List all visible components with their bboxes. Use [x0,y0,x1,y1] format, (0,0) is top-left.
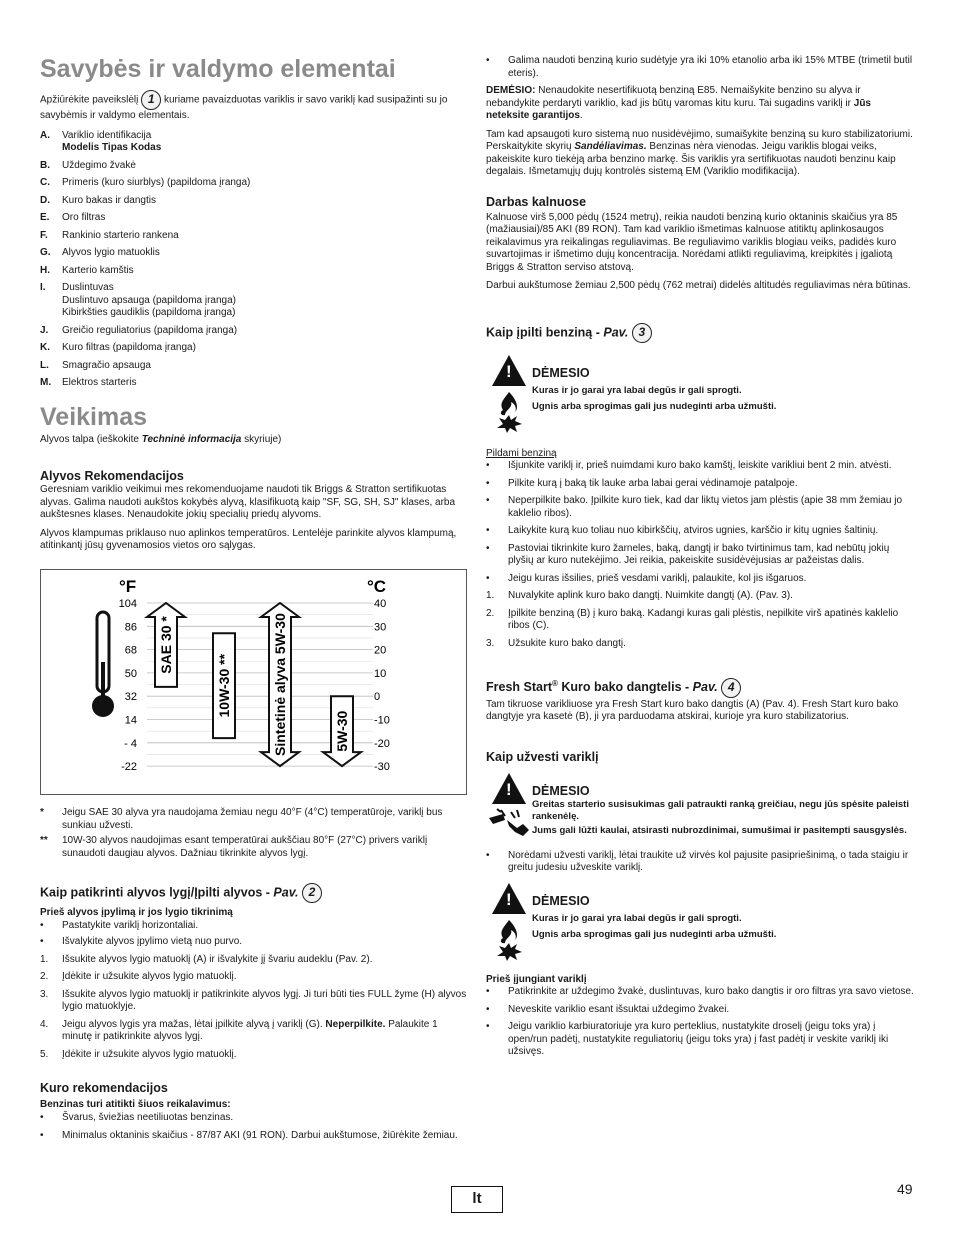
list-text: Elektros starteris [62,377,137,388]
bullet-item: • Neveskite variklio esant išsuktai uždegimo žvakei. [486,1004,914,1017]
heading-text: Fresh Start [486,680,552,695]
bullet-item: • Galima naudoti benziną kurio sudėtyje yra iki 10% etanolio arba iki 15% MTBE (trimetil butil eteris). [486,55,913,79]
text-emph: Techninė informacija [141,433,242,445]
step-text: Įdėkite ir užsukite alyvos lygio matuoklį. [62,971,237,982]
step-text-bold: Neperpilkite. [325,1018,386,1030]
list-marker: B. [40,159,50,171]
list-marker: A. [40,129,50,141]
oil-capacity-note [40,434,467,447]
list-item [40,247,467,260]
fahrenheit-label: °F [119,577,137,596]
left-lower [40,807,467,1148]
list-item [40,342,467,355]
paragraph: Alyvos klampumas priklauso nuo aplinkos temperatūros. Lentelėje parinkite alyvos klampumą, atitinkantį jūsų gyvenamosios vietos oro sąlygas. [40,527,457,551]
section-title-features: Savybės ir valdymo elementai [40,55,396,83]
bullet-text: Patikrinkite ar uždegimo žvakė, duslintuvas, kuro bako dangtis ir oro filtras yra savo vietose. [508,986,914,998]
list-marker: H. [40,264,50,276]
heading-check-oil [40,883,467,903]
footnote-marker: ** [40,835,48,846]
text-bold: Jūs neteksite garantijos [486,97,871,121]
bullet-item: • Neperpilkite bako. Įpilkite kuro tiek, kad dar liktų vietos jam plėstis (apie 38 mm žemiau jo kaklelio ribos). [486,495,914,520]
figure-3-badge: 3 [632,323,652,343]
bullet-item: • Patikrinkite ar uždegimo žvakė, duslintuvas, kuro bako dangtis ir oro filtras yra savo vietose. [486,986,914,998]
viscosity-band [213,633,235,738]
warning-text: Jums gali lūžti kaulai, atsirasti nubrozdinimai, sumušimai ir pasitempti sausgyslės. [532,825,907,837]
warning-title: DĖMESIO [532,893,590,908]
heading-pav: Pav. [692,680,718,695]
text-bold: DEMĖSIO: [486,85,536,96]
warning-title: DĖMESIO [532,365,590,380]
c-tick-label: 30 [374,621,387,634]
heading-add-fuel [486,323,914,343]
step-item: 2. Įdėkite ir užsukite alyvos lygio matuoklį. [40,971,467,984]
bullet-item: • Jeigu kuras išsilies, prieš vesdami variklį, palaukite, kol jis išgaruos. [486,573,914,586]
warning-triangle-icon: ! [492,355,526,386]
figure-4-badge: 4 [721,678,741,698]
list-marker: M. [40,377,52,388]
step-text: Išsukite alyvos lygio matuoklį (A) ir išvalykite jį švariu audeklu (Pav. 2). [62,953,373,965]
f-tick-label: - 4 [124,737,137,750]
subheading: Pildami benziną [486,447,557,459]
step-text: Nuvalykite aplink kuro bako dangtį. Nuimkite dangtį (A). (Pav. 3). [508,590,793,601]
bullet-item: • Minimalus oktaninis skaičius - 87/87 AKI (91 RON). Darbui aukštumose, žiūrėkite žemiau. [40,1130,467,1143]
attention-paragraph [486,85,914,123]
heading-pav: Pav. [603,324,629,339]
bullet-item: • Pilkite kurą į baką tik lauke arba labai gerai vėdinamoje patalpoje. [486,478,914,491]
footnote [40,835,467,860]
c-tick-label: -20 [374,737,390,750]
list-text: Oro filtras [62,212,106,223]
figure-2-badge: 2 [302,883,322,903]
bullet-item: • Norėdami užvesti variklį, lėtai traukite už virvės kol pajusite pasipriešinimą, o tada staigiu ir greitu judesiu užveskite variklį. [486,850,914,875]
heading-text: Kaip įpilti benziną - [486,324,604,339]
bullet-text: Išjunkite variklį ir, prieš nuimdami kuro bako kamštį, leiskite varikliui bent 2 min. atvėsti. [508,460,892,471]
paragraph: Geresniam variklio veikimui mes rekomenduojame naudoti tik Briggs & Stratton sertifikuotas alyvas. Galima naudoti aukštos kokybės alyvą, klasifikuotą kaip "SF, SG, SH, SJ" klases, arba aukštesnes klases. Nenaudokite jokių specialių priedų alyvoms. [40,484,456,520]
bullet-text: Jeigu variklio karbiuratoriuje yra kuro perteklius, nustatykite droselį (jeigu toks yra) į open/run padėtį, nustatykite reguliatorių (jeigu toks yra) į fast padėtį ir veskite variklį iki užsivęs. [508,1021,889,1058]
bullet-item: • Pastatykite variklį horizontaliai. [40,920,467,933]
f-tick-label: 104 [118,598,137,610]
list-text: Modelis Tipas Kodas [62,142,162,153]
list-item [40,177,467,190]
band-label: Sintetinė alyva 5W-30 [272,613,288,756]
band-label: 5W-30 [334,710,350,752]
fire-explosion-icon [495,918,523,962]
f-tick-label: 14 [124,714,137,727]
component-list [40,130,467,390]
c-tick-label: 20 [374,644,387,657]
list-text: Alyvos lygio matuoklis [62,247,160,258]
heading-text: Kuro bako dangtelis - [557,680,693,695]
footnote-text: Jeigu SAE 30 alyva yra naudojama žemiau negu 40°F (4°C) temperatūroje, variklį bus sunkiau užvesti. [62,807,443,831]
bullet-text: Galima naudoti benziną kurio sudėtyje yra iki 10% etanolio arba iki 15% MTBE (trimetil butil eteris). [508,55,913,79]
warning-icons [486,355,532,434]
band-label: 10W-30 ** [216,653,232,718]
bullet-text: Pilkite kurą į baką tik lauke arba labai gerai vėdinamoje patalpoje. [508,477,798,489]
list-text: Karterio kamštis [62,264,134,276]
intro-text: Apžiūrėkite paveikslėlį [40,94,139,106]
footnote-text: 10W-30 alyvos naudojimas esant temperatūrai aukščiau 80°F (27°C) privers variklį sunaudoti daugiau alyvos. Dažniau tikrinkite alyvos lygį. [62,835,428,859]
step-text: Išsukite alyvos lygio matuoklį ir patikrinkite alyvos lygį. Ji turi būti ties FULL žyme (H) alyvos lygio matuoklyje. [62,988,467,1012]
list-item [40,325,467,338]
warning-icons [486,883,532,962]
step-item: 5. Įdėkite ir užsukite alyvos lygio matuoklį. [40,1049,467,1062]
heading-pav: Pav. [273,885,299,900]
heading-fuel-recommendations: Kuro rekomendacijos [40,1081,168,1095]
footnote [40,807,467,832]
list-item [40,130,467,155]
bullet-item: • Išvalykite alyvos įpylimo vietą nuo purvo. [40,936,467,949]
text: Tam kad apsaugoti kuro sistemą nuo nusidėvėjimo, sumaišykite benziną su kuro stabilizatoriumi. Perskaitykite skyrių [486,128,913,152]
paragraph: Darbui aukštumose žemiau 2,500 pėdų (762 metrai) didelės altitudės reguliavimas nėra būtinas. [486,280,911,291]
page-number: 49 [897,1181,913,1197]
list-item [40,265,467,278]
bullet-item: • Laikykite kurą kuo toliau nuo kibirkščių, atviros ugnies, karščio ir kitų ugnies šaltinių. [486,525,914,538]
list-text: Kibirkšties gaudiklis (papildoma įranga) [62,307,236,318]
bullet-text: Pastatykite variklį horizontaliai. [62,919,199,931]
list-item [40,360,467,373]
bullet-item: • Pastoviai tikrinkite kuro žarneles, baką, dangtį ir bako tvirtinimus tam, kad nebūtų jokių plyšių ar kuro nutekėjimo. Jei reikia, pakeiskite susidėvėjusias ar pažeistas dalis. [486,543,914,568]
subheading: Benzinas turi atitikti šiuos reikalavimus: [40,1099,231,1110]
list-text: Uždegimo žvakė [62,159,136,171]
bullet-text: Neveskite variklio esant išsuktai uždegimo žvakei. [508,1003,730,1015]
c-tick-label: -30 [374,761,390,774]
subheading: Prieš įjungiant variklį [486,973,587,985]
list-text: Rankinio starterio rankena [62,229,179,241]
step-text: Jeigu alyvos lygis yra mažas, lėtai įpilkite alyvą į variklį (G). [62,1018,326,1030]
bullet-text: Švarus, šviežias neetiliuotas benzinas. [62,1111,234,1123]
list-marker: F. [40,229,48,241]
f-tick-label: -22 [121,761,137,774]
kickback-hand-icon [487,808,531,838]
list-text: Duslintuvo apsauga (papildoma įranga) [62,294,236,306]
warning-text: Ugnis arba sprogimas gali jus nudeginti arba užmušti. [532,401,777,412]
bullet-text: Norėdami užvesti variklį, lėtai traukite už virvės kol pajusite pasipriešinimą, o tada staigiu ir greitu judesiu užveskite variklį. [508,849,909,874]
list-item [40,230,467,243]
c-tick-label: -10 [374,714,390,727]
c-tick-label: 10 [374,667,387,680]
step-text: Užsukite kuro bako dangtį. [508,637,626,649]
text: Nenaudokite nesertifikuotą benziną E85. Nemaišykite benzino su alyva ir nebandykite perdaryti variklio, kad jis būtų varomas kitu kuru. Tai sugadins variklį ir [486,85,861,109]
f-tick-label: 68 [124,644,137,657]
list-marker: J. [40,324,49,336]
band-label: SAE 30 * [158,616,174,674]
warning-text: Greitas starterio susisukimas gali patraukti ranką greičiau, negu jūs spėsite paleisti rankenėlę. [532,799,909,823]
bullet-item: • Jeigu variklio karbiuratoriuje yra kuro perteklius, nustatykite droselį (jeigu toks yra) į open/run padėtį, nustatykite reguliatorių (jeigu toks yra) į fast padėtį ir veskite variklį iki užsivęs. [486,1021,914,1059]
warning-text: Kuras ir jo garai yra labai degūs ir gali sprogti. [532,913,742,925]
language-tab: lt [451,1186,503,1213]
warning-triangle-icon: ! [492,773,526,804]
list-marker: L. [40,359,49,371]
fahrenheit-ticks [119,598,137,773]
f-tick-label: 32 [124,691,137,704]
warning-text: Kuras ir jo garai yra labai degūs ir gali sprogti. [532,385,742,396]
viscosity-band [147,603,185,687]
list-marker: C. [40,177,50,188]
c-tick-label: 40 [374,598,387,610]
oil-viscosity-chart [40,569,467,795]
list-marker: K. [40,342,50,353]
list-marker: E. [40,212,50,223]
text: Benzinas nėra vienodas. Jeigu variklis blogai veiks, pakeiskite kuro tiekėją arba benzino markę. Šis variklis yra sertifikuotas naudoti benzinu kaip degalais. Išmetamųjų dujų kontrolės sistemą EM (Variklio modifikacija). [486,141,896,177]
heading-altitude: Darbas kalnuose [486,194,587,209]
bullet-item: • Išjunkite variklį ir, prieš nuimdami kuro bako kamštį, leiskite varikliui bent 2 min. atvėsti. [486,460,914,473]
bullet-text: Pastoviai tikrinkite kuro žarneles, baką, dangtį ir bako tvirtinimus tam, kad nebūtų jokių plyšių ar kuro nutekėjimo. Jei reikia, pakeiskite susidėvėjusias ar pažeistas dalis. [508,542,890,566]
list-text: Smagračio apsauga [62,359,151,371]
text-emph: Sandėliavimas. [574,141,647,152]
list-marker: G. [40,247,51,258]
celsius-label: °C [367,577,387,596]
left-column [40,54,467,553]
figure-1-badge: 1 [141,90,161,110]
list-text: Variklio identifikacija [62,129,152,141]
list-text: Primeris (kuro siurblys) (papildoma įranga) [62,177,251,188]
kickback-warning [486,773,914,838]
list-text: Kuro bakas ir dangtis [62,194,156,206]
text: Alyvos talpa (ieškokite [40,433,142,445]
list-item [40,377,467,390]
list-text: Kuro filtras (papildoma įranga) [62,342,196,353]
paragraph: Tam tikruose varikliuose yra Fresh Start kuro bako dangtis (A) (Pav. 4). Fresh Start kuro bako dangtyje yra kasetė (B), ji yra parduodama atskirai, kurioje yra kuro stabilizatorius. [486,698,899,723]
f-tick-label: 86 [124,621,137,634]
heading-start-engine: Kaip užvesti variklį [486,749,599,764]
warning-triangle-icon: ! [492,883,526,914]
intro-text-2: kuriame pavaizduotas variklis ir savo variklį kad susipažinti su jo savybėmis ir valdymo elementais. [40,94,448,121]
celsius-ticks [374,598,390,773]
list-text: Greičio reguliatorius (papildoma įranga) [62,324,238,336]
warning-title: DĖMESIO [532,783,590,798]
step-item: 3. Užsukite kuro bako dangtį. [486,638,914,651]
heading-text: Kaip patikrinti alyvos lygį/Įpilti alyvos - [40,885,274,900]
bullet-text: Neperpilkite bako. Įpilkite kuro tiek, kad dar liktų vietos jam plėstis (apie 38 mm žemiau jo kaklelio ribos). [508,495,903,519]
warning-text: Ugnis arba sprogimas gali jus nudeginti arba užmušti. [532,929,777,941]
right-column [486,55,914,1064]
bullet-text: Laikykite kurą kuo toliau nuo kibirkščių, atviros ugnies, karščio ir kitų ugnies šaltinių. [508,525,879,536]
fire-explosion-icon [495,390,523,434]
list-item [40,282,467,320]
list-item [40,212,467,225]
step-item: 3. Išsukite alyvos lygio matuoklį ir patikrinkite alyvos lygį. Ji turi būti ties FULL žyme (H) alyvos lygio matuoklyje. [40,988,467,1012]
bullet-text: Jeigu kuras išsilies, prieš vesdami variklį, palaukite, kol jis išgaruos. [508,572,807,584]
warning-icons [486,773,532,838]
text: . [579,110,583,121]
step-text: Įpilkite benziną (B) į kuro baką. Kadangi kuras gali plėstis, nepilkite virš apatinės kaklelio ribos (C). [508,607,899,631]
thermometer-icon [92,612,114,717]
step-item: 4. Jeigu alyvos lygis yra mažas, lėtai įpilkite alyvą į variklį (G). Neperpilkite. Palaukite 1 minutę ir patikrinkite alyvos lygį. [40,1018,438,1042]
step-text: Įdėkite ir užsukite alyvos lygio matuoklį. [62,1048,237,1060]
list-marker: D. [40,194,50,206]
subheading: Prieš alyvos įpylimą ir jos lygio tikrinimą [40,907,233,918]
list-marker: I. [40,282,46,293]
list-item [40,195,467,208]
list-item [40,160,467,173]
viscosity-chart-svg [41,570,466,794]
section-title-operation: Veikimas [40,402,148,431]
paragraph: Kalnuose virš 5,000 pėdų (1524 metrų), reikia naudoti benziną kurio oktaninis skaičius yra 85 (mažiausiai)/85 AKI (89 RON). Tam kad variklio išmetimas kalnuose atitiktų aplinkosaugos reikalavimus yra reikalingas reguliavimas. Be reguliavimo variklis blogiau veiks, padidės kuro suvartojimas ir išmetimo dujų koncentracija. Norėdami atlikti reguliavimą, kreipkitės į įgaliotą Briggs & Stratton serviso atstovą. [486,211,898,273]
f-tick-label: 50 [124,667,137,680]
text: skyriuje) [241,433,282,445]
step-item: 1. Nuvalykite aplink kuro bako dangtį. Nuimkite dangtį (A). (Pav. 3). [486,590,914,603]
footnote-marker: * [40,807,44,818]
fire-warning-2 [486,883,914,962]
paragraph [486,129,914,179]
fire-warning [486,355,914,434]
step-text: Palaukite 1 minutę ir patikrinkite alyvos lygį. [62,1018,438,1042]
heading-oil-recommendations: Alyvos Rekomendacijos [40,469,184,483]
step-item: 1. Išsukite alyvos lygio matuoklį (A) ir išvalykite jį švariu audeklu (Pav. 2). [40,954,467,967]
heading-fresh-start [486,676,914,698]
list-text: Duslintuvas [62,282,114,293]
step-item: 2. Įpilkite benziną (B) į kuro baką. Kadangi kuras gali plėstis, nepilkite virš apatinės kaklelio ribos (C). [486,608,914,633]
bullet-text: Išvalykite alyvos įpylimo vietą nuo purvo. [62,936,243,947]
bullet-text: Minimalus oktaninis skaičius - 87/87 AKI (91 RON). Darbui aukštumose, žiūrėkite žemiau. [62,1130,458,1141]
bullet-item: • Švarus, šviežias neetiliuotas benzinas. [40,1112,467,1125]
c-tick-label: 0 [374,691,381,704]
intro-paragraph [40,90,467,123]
registered-mark: ® [552,679,558,688]
